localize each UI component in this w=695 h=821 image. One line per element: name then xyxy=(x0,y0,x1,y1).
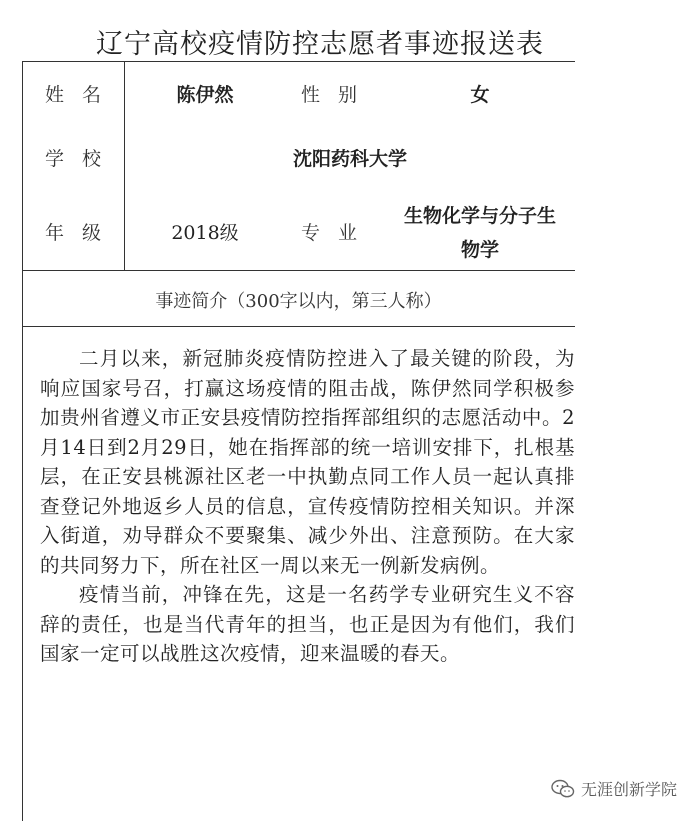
summary-heading: 事迹简介（300字以内，第三人称） xyxy=(155,291,442,312)
watermark xyxy=(551,777,677,800)
summary-paragraph-1: 二月以来，新冠肺炎疫情防控进入了最关键的阶段，为响应国家号召，打赢这场疫情的阻击战，陈伊然同学积极参加贵州省遵义市正安县疫情防控指挥部组织的志愿活动中。2月14日到2月29日，她在指挥部的统一培训安排下，扎根基层，在正安县桃源社区老一中执勤点同工作人员一起认真排查登记外地返乡人员的信息，宣传疫情防控相关知识。并深入街道，劝导群众不要聚集、减少外出、注意预防。在大家的共同努力下，所在社区一周以来无一例新发病例。 xyxy=(40,347,575,577)
watermark-text: 无涯创新学院 xyxy=(580,780,677,799)
major-value-line1: 生物化学与分子生 xyxy=(403,205,556,227)
wechat-icon xyxy=(551,779,575,799)
major-label: 专 业 xyxy=(300,222,364,244)
table-label-column-border xyxy=(124,61,125,270)
table-divider-summary xyxy=(22,270,575,271)
gender-label: 性 别 xyxy=(300,84,364,106)
gender-value: 女 xyxy=(470,84,490,106)
name-label: 姓 名 xyxy=(44,84,108,106)
table-divider-body xyxy=(22,326,575,327)
school-value: 沈阳药科大学 xyxy=(292,148,407,170)
school-label: 学 校 xyxy=(44,148,108,170)
name-value: 陈伊然 xyxy=(176,84,234,106)
summary-body xyxy=(40,344,575,669)
major-value-line2: 物学 xyxy=(460,239,499,261)
grade-label: 年 级 xyxy=(44,222,108,244)
table-top-border xyxy=(22,61,575,62)
page-title: 辽宁高校疫情防控志愿者事迹报送表 xyxy=(96,29,544,60)
summary-paragraph-2: 疫情当前，冲锋在先，这是一名药学专业研究生义不容辞的责任，也是当代青年的担当，也正是因为有他们，我们国家一定可以战胜这次疫情，迎来温暖的春天。 xyxy=(40,583,575,665)
grade-value: 2018级 xyxy=(171,222,239,244)
